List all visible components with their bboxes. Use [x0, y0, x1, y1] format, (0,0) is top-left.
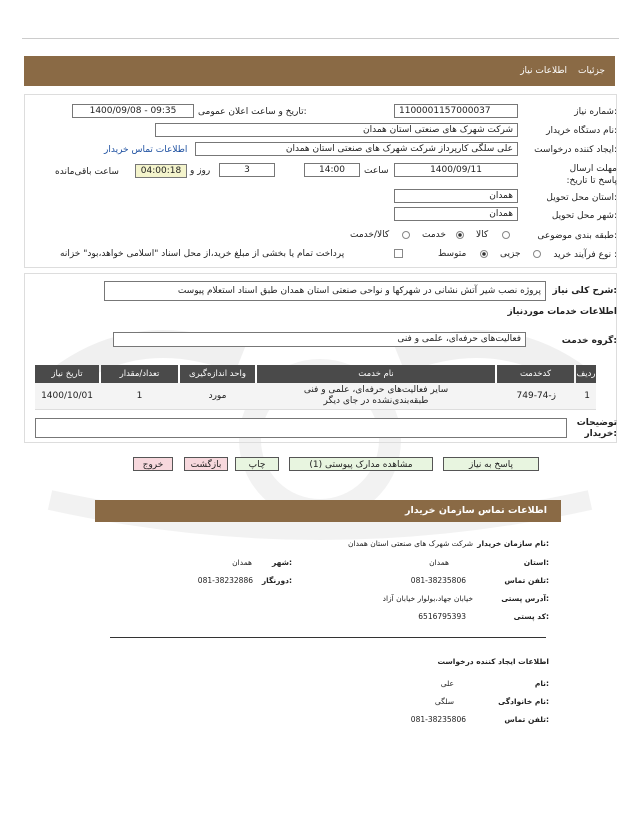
- address-label: آدرس پستی:: [501, 594, 549, 603]
- deadline-time-label: ساعت: [364, 166, 389, 176]
- creator-label: ایجاد کننده درخواست:: [534, 145, 617, 155]
- contact-title: اطلاعات تماس سازمان خریدار: [404, 505, 547, 516]
- contact-divider: [110, 637, 546, 638]
- city-contact-label: شهر:: [272, 558, 292, 567]
- org-label: نام سازمان خریدار:: [477, 539, 549, 548]
- contact-header-bar: [95, 500, 561, 522]
- radio-goods-service[interactable]: [402, 231, 410, 239]
- phone-value: 081-38235806: [410, 576, 466, 585]
- creator-field: علی سلگی کارپرداز شرکت شهرک های صنعتی استان همدان: [195, 142, 518, 156]
- address-value: خیابان جهاد،بولوار خیابان آزاد: [382, 594, 473, 603]
- exit-button[interactable]: خروج: [133, 457, 173, 471]
- creator-phone-label: تلفن تماس:: [504, 715, 549, 724]
- radio-medium[interactable]: [480, 250, 488, 258]
- row-unit: مورد: [208, 391, 227, 401]
- days-label: روز و: [190, 166, 211, 176]
- need-number-field: 1100001157000037: [394, 104, 518, 118]
- buyer-label: نام دستگاه خریدار:: [546, 126, 617, 136]
- row-name-line2: طبقه‌بندی‌نشده در جای دیگر: [323, 396, 429, 406]
- services-title: اطلاعات خدمات موردنیاز: [507, 307, 617, 317]
- creator-family-label: نام خانوادگی:: [498, 697, 549, 706]
- postal-value: 6516795393: [418, 612, 466, 621]
- remaining-time-field: 04:00:18: [135, 164, 187, 178]
- col-header-code: کدخدمت: [497, 365, 574, 383]
- org-value: شرکت شهرک های صنعتی استان همدان: [348, 539, 473, 548]
- need-description-field: پروژه نصب شیر آتش نشانی در شهرکها و نواحی صنعتی استان همدان طبق اسناد استعلام پیوست: [104, 281, 546, 301]
- radio-goods-label: کالا: [476, 230, 489, 240]
- row-qty: 1: [136, 391, 143, 401]
- process-label: نوع فرآیند خرید :: [553, 250, 617, 260]
- phone-label: تلفن تماس:: [504, 576, 549, 585]
- radio-medium-label: متوسط: [438, 249, 467, 259]
- province-field: همدان: [394, 189, 518, 203]
- top-divider: [22, 38, 619, 39]
- radio-partial-label: جزیی: [500, 249, 521, 259]
- row-name-line1: سایر فعالیت‌های حرفه‌ای، علمی و فنی: [303, 385, 449, 395]
- payment-note: پرداخت تمام یا بخشی از مبلغ خرید،از محل اسناد "اسلامی خواهد،بود" خزانه: [60, 249, 345, 259]
- fax-label: دورنگار:: [261, 576, 292, 585]
- province-contact-value: همدان: [429, 558, 449, 567]
- row-date: 1400/10/01: [41, 391, 93, 401]
- need-form-panel: [24, 94, 617, 268]
- creator-phone-value: 081-38235806: [410, 715, 466, 724]
- creator-info-title: اطلاعات ایجاد کننده درخواست: [437, 657, 549, 666]
- city-contact-value: همدان: [232, 558, 252, 567]
- tab-need-info[interactable]: اطلاعات نیاز: [520, 66, 567, 76]
- tab-details[interactable]: جزئیات: [578, 66, 605, 76]
- radio-goods-service-label: کالا/خدمت: [350, 230, 390, 240]
- view-attachments-button[interactable]: مشاهده مدارک پیوستی (1): [289, 457, 433, 471]
- announce-field: 1400/09/08 - 09:35: [72, 104, 194, 118]
- service-group-field: فعالیت‌های حرفه‌ای، علمی و فنی: [113, 332, 526, 347]
- deadline-date-field: 1400/09/11: [394, 163, 518, 177]
- need-description-label: شرح کلی نیاز:: [552, 286, 617, 296]
- days-field: 3: [219, 163, 275, 177]
- creator-name-value: علی: [440, 679, 454, 688]
- deadline-time-field: 14:00: [304, 163, 360, 177]
- print-button[interactable]: چاپ: [235, 457, 279, 471]
- buyer-notes-field: [35, 418, 567, 438]
- col-header-date: تاریخ نیاز: [35, 365, 99, 383]
- creator-name-label: نام:: [534, 679, 549, 688]
- province-contact-label: استان:: [523, 558, 549, 567]
- payment-checkbox[interactable]: [394, 249, 403, 258]
- service-group-label: گروه خدمت:: [561, 336, 617, 346]
- table-row: [35, 383, 596, 410]
- remaining-label: ساعت باقی‌مانده: [55, 167, 119, 177]
- radio-goods[interactable]: [502, 231, 510, 239]
- buyer-notes-label-1: توضیحات: [576, 418, 617, 428]
- radio-service-label: خدمت: [422, 230, 446, 240]
- city-field: همدان: [394, 207, 518, 221]
- fax-value: 081-38232886: [197, 576, 253, 585]
- province-label: استان محل تحویل:: [546, 193, 617, 203]
- row-index: 1: [584, 391, 590, 401]
- items-table: [35, 365, 596, 410]
- reply-button[interactable]: پاسخ به نیاز: [443, 457, 539, 471]
- radio-service[interactable]: [456, 231, 464, 239]
- row-code: ز-74-749: [516, 391, 556, 401]
- deadline-label: مهلت ارسال پاسخ تا تاریخ:: [566, 164, 617, 186]
- buyer-field: شرکت شهرک های صنعتی استان همدان: [155, 123, 518, 137]
- col-header-name: نام خدمت: [257, 365, 495, 383]
- buyer-contact-link[interactable]: اطلاعات تماس خریدار: [104, 145, 188, 155]
- buyer-notes-label-2: خریدار:: [584, 429, 617, 439]
- need-number-label: شماره نیاز:: [574, 107, 617, 117]
- back-button[interactable]: بازگشت: [184, 457, 228, 471]
- creator-family-value: سلگی: [434, 697, 454, 706]
- col-header-unit: واحد اندازه‌گیری: [180, 365, 255, 383]
- postal-label: کد پستی:: [513, 612, 549, 621]
- header-bar: [24, 56, 615, 86]
- col-header-index: ردیف: [576, 365, 596, 383]
- announce-label: تاریخ و ساعت اعلان عمومی:: [198, 107, 307, 117]
- col-header-qty: تعداد/مقدار: [101, 365, 178, 383]
- radio-partial[interactable]: [533, 250, 541, 258]
- city-label: شهر محل تحویل:: [551, 211, 617, 221]
- category-label: طبقه بندی موضوعی:: [537, 231, 617, 241]
